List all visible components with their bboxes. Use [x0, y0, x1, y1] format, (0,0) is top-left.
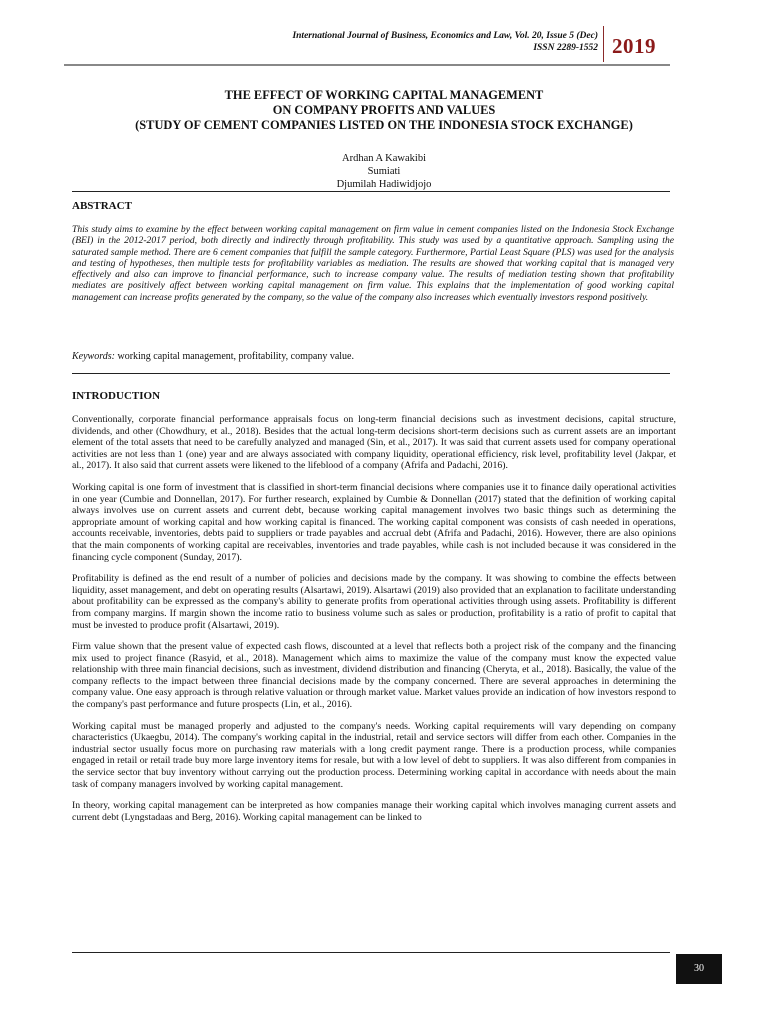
introduction-heading: INTRODUCTION [72, 390, 161, 402]
author: Djumilah Hadiwidjojo [336, 179, 432, 190]
page-number: 30 [676, 954, 722, 984]
divider [72, 191, 670, 192]
paragraph: In theory, working capital management can be interpreted as how companies manage their working capital which involves managing current assets and current debt (Lyngstadaas and Berg, 2016). Working capital management can be linked to [72, 800, 676, 823]
title-line-2: ON COMPANY PROFITS AND VALUES [272, 103, 496, 117]
author: Ardhan A Kawakibi [342, 153, 426, 164]
paragraph: Working capital must be managed properly and adjusted to the company's needs. Working capital requirements will vary depending on company characteristics (Ukaegbu, 2014). The company's working capital in the industrial, retail and service sectors will differ from each other. Companies in the industrial sector usually focus more on purchasing raw materials with a long credit payment range. There is a production process, while companies engaged in retail or retail trade buy more large inventory items for resale, but with a low level of debt to suppliers. It was also different from companies in the service sector that buy inventory without carrying out the production process. Determining working capital in accordance with needs about the main task of company managers involved by working capital management. [72, 720, 676, 790]
paragraph: Conventionally, corporate financial performance appraisals focus on long-term financial decisions such as investment decisions, capital structure, dividends, and other (Chowdhury, et al., 2018). Besides that the actual long-term decisions short-term decisions such as current assets are an important element of the total assets that need to be carefully analyzed and managed (Sin, et al., 2017). It was said that current assets used for company operational activities are not less than 1 (one) year and are always associated with company liquidity, operational efficiency, risk level, profitability level (Jakpar, et al., 2017). It also said that current assets were likened to the lifeblood of a company (Afrifa and Padachi, 2016). [72, 414, 676, 472]
author: Sumiati [367, 166, 401, 177]
header-rule [64, 64, 670, 66]
issn: ISSN 2289-1552 [533, 43, 598, 53]
paper-title [60, 88, 708, 133]
keywords-label: Keywords: [72, 351, 115, 362]
journal-name: International Journal of Business, Economics and Law, Vol. 20, Issue 5 (Dec) [292, 31, 598, 41]
paragraph: Working capital is one form of investment that is classified in short-term financial decisions where companies use it to finance daily operational activities in one year (Cumbie and Donnellan, 2017). For further research, explained by Cumbie & Donnellan (2017) stated that the definition of working capital always involves use on current assets and current debt, because working capital management involves two basic things such as determining the appropriate amount of working capital and how working capital is financed. The working capital component was consists of cash needed in operations, accounts receivable, inventories, debts paid to suppliers or trade payables and accrual debt (Afrifa and Padachi, 2016). However, there are also opinions that the main components of working capital are receivables, inventories and trade payables, while cash is not included because it was considered in the financing cycle component (Sunday, 2017). [72, 481, 676, 563]
keywords [72, 351, 672, 362]
journal-info [292, 30, 598, 54]
author-list [0, 152, 768, 191]
introduction-body [72, 414, 676, 833]
footer-rule [72, 952, 670, 953]
divider [72, 373, 670, 374]
abstract-heading: ABSTRACT [72, 200, 132, 212]
journal-year: 2019 [612, 34, 656, 58]
header-divider [603, 26, 604, 62]
keywords-text: working capital management, profitability, company value. [117, 351, 354, 362]
abstract-text: This study aims to examine by the effect between working capital management on firm value in cement companies listed on the Indonesia Stock Exchange (BEI) in the 2012-2017 period, both directly and indirectly through profitability. This study was used by a quantitative approach. Sampling using the saturated sample method. There are 6 cement companies that fulfill the sample category. Furthermore, Partial Least Square (PLS) was used for the analysis and testing of hypotheses, then multiple tests for profitability variables as mediation. The results are showed that working capital that is managed very effectively and also can improve to financial performance, such to increase company value. The results of mediation testing shown that profitability mediates are positively affect between working capital management on firm value. This explains that the implementation of good working capital management can increase profits generated by the company, so the value of the company also increases which eventually investors respond positively. [72, 224, 674, 303]
journal-header [0, 26, 768, 66]
paragraph: Profitability is defined as the end result of a number of policies and decisions made by the company. It was showing to combine the effects between liquidity, asset management, and debt on operating results (Alsartawi, 2019). Alsartawi (2019) also provided that an explanation to facilitate understanding about profitability can be expressed as the company's ability to generate profits from operational activities through using assets. Profitability is different from company margins. If margin shown the income ratio to business volume such as sales or production, profitability is a ratio of profit to capital that must be invested to produce profit (Alsartawi, 2019). [72, 573, 676, 631]
paragraph: Firm value shown that the present value of expected cash flows, discounted at a level that reflects both a project risk of the company and the financing mix used to project finance (Rasyid, et al., 2018). Management which aims to maximize the value of the company must know the expected value relationship with three main financial decisions, such as investment, dividend distribution and financing (Cheryta, et al., 2018). Basically, the value of the company reflects to the impact between three financial decisions made by the company concerned. There are several approaches in determining the company value. One easy approach is through relative valuation or through market value. Market values provide an indication of how investors respond to the company's past performance and future prospects (Lin, et al., 2016). [72, 641, 676, 711]
title-line-3: (STUDY OF CEMENT COMPANIES LISTED ON THE INDONESIA STOCK EXCHANGE) [135, 118, 633, 132]
title-line-1: THE EFFECT OF WORKING CAPITAL MANAGEMENT [224, 88, 544, 102]
